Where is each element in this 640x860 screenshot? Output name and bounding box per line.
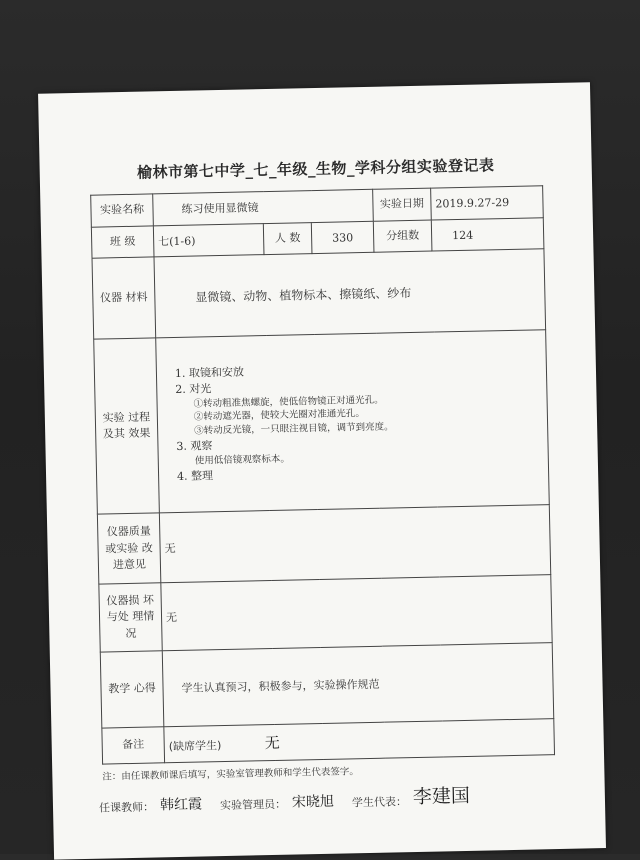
label-group-count: 分组数: [373, 220, 432, 253]
value-class: 七(1-6): [153, 223, 264, 257]
label-damage: 仪器损 坏与处 理情况: [99, 583, 162, 652]
teacher-signature: 韩红霞: [159, 796, 203, 814]
form-note: 注：由任课教师课后填写，实验室管理教师和学生代表签字。: [102, 766, 359, 783]
value-process: [156, 330, 550, 514]
value-damage: 无: [161, 575, 552, 651]
label-quality: 仪器质量 或实验 改进意见: [97, 513, 160, 584]
manager-signature: 宋晓旭: [291, 793, 335, 811]
value-group-count: 124: [431, 217, 544, 251]
signature-row: [99, 779, 569, 816]
label-reflection: 教学 心得: [100, 651, 164, 728]
label-experiment-name: 实验名称: [91, 194, 154, 227]
registration-table: [90, 185, 555, 764]
process-step-4: 4. 整理: [176, 468, 214, 483]
teacher-label: 任课教师：: [98, 800, 155, 815]
label-experiment-date: 实验日期: [373, 188, 432, 221]
value-equipment: 显微镜、动物、植物标本、擦镜纸、纱布: [154, 249, 546, 338]
process-step-3: 3. 观察: [176, 439, 213, 453]
value-experiment-date: 2019.9.27-29: [431, 186, 544, 220]
label-process: 实验 过程 及其 效果: [94, 338, 160, 515]
process-step-2: 2. 对光: [175, 381, 212, 396]
process-step-1: 1. 取镜和安放: [174, 365, 245, 380]
value-reflection: 学生认真预习，积极参与，实验操作规范: [162, 642, 554, 726]
process-substep-3: ③转动反光镜，一只眼注视目镜，调节到亮度。: [194, 421, 394, 437]
student-signature: 李建国: [412, 784, 471, 809]
remarks-prefix: (缺席学生): [168, 739, 222, 754]
process-substep-4: 使用低倍镜观察标本。: [194, 453, 290, 467]
value-remarks: 无: [264, 733, 281, 753]
manager-label: 实验管理员：: [219, 797, 287, 813]
value-experiment-name: 练习使用显微镜: [153, 189, 374, 225]
process-substep-1: ①转动粗准焦螺旋，使低倍物镜正对通光孔。: [193, 394, 384, 410]
label-remarks: 备注: [102, 727, 165, 764]
label-class: 班 级: [91, 226, 154, 259]
label-equipment: 仪器 材料: [92, 257, 156, 339]
value-count: 330: [311, 221, 374, 254]
label-count: 人 数: [263, 222, 312, 255]
form-paper: [38, 82, 606, 859]
value-remarks-cell: [164, 719, 555, 763]
form-title: 榆林市第七中学_七_年级_生物_学科分组实验登记表: [136, 156, 495, 182]
process-substep-2: ②转动遮光器，使较大光圈对准通光孔。: [193, 408, 365, 423]
value-quality: 无: [159, 505, 550, 583]
student-label: 学生代表：: [351, 795, 408, 810]
